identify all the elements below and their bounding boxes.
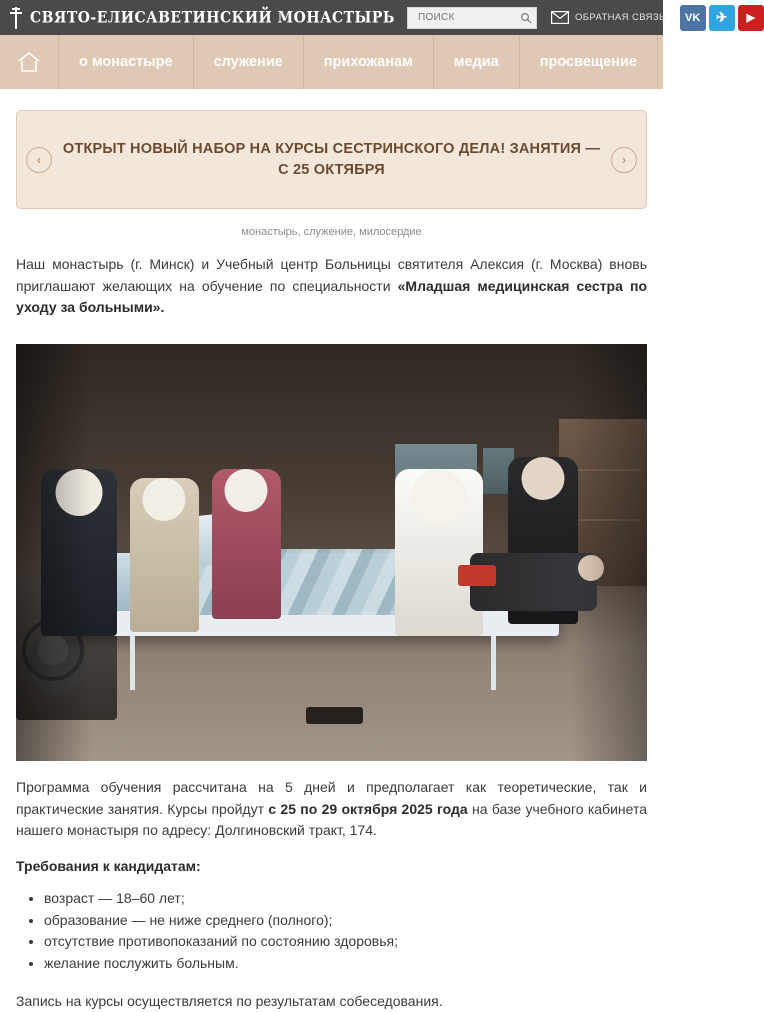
announcement-banner xyxy=(16,110,647,209)
photo-nurse-headscarf xyxy=(411,469,466,524)
program-text-end: на базе учебного кабинета нашего монастыря по адресу: Долгиновский тракт, 174. xyxy=(16,800,647,838)
program-dates: с 25 по 29 октября 2025 года xyxy=(268,800,468,817)
article-photo xyxy=(16,344,647,761)
feedback-link[interactable] xyxy=(551,11,666,24)
orthodox-cross-icon xyxy=(8,7,24,29)
list-item: • образование — не ниже среднего (полного); xyxy=(44,910,647,932)
youtube-icon[interactable]: ▶ xyxy=(738,5,764,31)
search-box[interactable] xyxy=(407,7,537,29)
nav-item-education[interactable]: просвещение xyxy=(519,35,657,89)
banner-title[interactable]: ОТКРЫТ НОВЫЙ НАБОР НА КУРСЫ СЕСТРИНСКОГО ДЕЛА! ЗАНЯТИЯ — С 25 ОКТЯБРЯ xyxy=(62,140,601,178)
main-navigation xyxy=(0,35,721,89)
vk-icon[interactable]: VK xyxy=(680,5,706,31)
banner-prev-button[interactable] xyxy=(26,147,52,173)
tag-separator-1: , xyxy=(297,226,301,239)
tag-mercy[interactable]: милосердие xyxy=(359,226,422,239)
photo-nurse xyxy=(395,469,483,636)
page-content xyxy=(0,110,663,1012)
photo-vignette-right xyxy=(571,344,647,761)
mail-icon xyxy=(551,11,569,24)
photo-person-3-headscarf xyxy=(225,469,268,512)
nav-item-service[interactable]: служение xyxy=(193,35,303,89)
program-text-start: Программа обучения рассчитана на 5 дней и предполагает как теоретические, так и практические занятия. Курсы пройдут xyxy=(16,779,647,817)
feedback-label: ОБРАТНАЯ СВЯЗЬ xyxy=(574,12,666,23)
banner-next-button[interactable] xyxy=(611,147,637,173)
chevron-left-icon: ‹ xyxy=(36,152,42,168)
nav-item-about[interactable]: о монастыре xyxy=(58,35,193,89)
article-closing-paragraph: Запись на курсы осуществляется по результатам собеседования. xyxy=(16,992,443,1009)
nav-item-parishioners[interactable]: прихожанам xyxy=(303,35,433,89)
telegram-icon[interactable]: ✈ xyxy=(709,5,735,31)
article-tags xyxy=(16,226,647,238)
photo-person-2 xyxy=(130,478,199,632)
photo-red-scarf xyxy=(458,565,496,586)
requirements-title: Требования к кандидатам: xyxy=(16,858,201,875)
chevron-right-icon: › xyxy=(621,152,627,168)
nav-home-button[interactable] xyxy=(0,35,58,89)
site-brand[interactable] xyxy=(8,7,395,29)
article-program-paragraph xyxy=(16,777,647,841)
social-links xyxy=(680,5,764,31)
intro-specialty: «Младшая медицинская сестра по уходу за больными». xyxy=(16,277,647,315)
requirements-list xyxy=(16,888,647,975)
article-intro-paragraph xyxy=(16,254,647,318)
intro-text: Наш монастырь (г. Минск) и Учебный центр Больницы святителя Алексия (г. Москва) вновь приглашают желающих на обучение по специальности xyxy=(16,256,647,294)
search-input[interactable] xyxy=(416,11,520,24)
photo-shoes xyxy=(306,707,363,724)
tag-separator-2: , xyxy=(353,226,357,239)
nav-item-obraz[interactable]: образ xyxy=(657,35,740,89)
list-item: • возраст — 18–60 лет; xyxy=(44,888,647,910)
nav-item-media[interactable]: медиа xyxy=(433,35,519,89)
list-item: • отсутствие противопоказаний по состоянию здоровья; xyxy=(44,931,647,953)
list-item: • желание послужить больным. xyxy=(44,953,647,975)
tag-monastery[interactable]: монастырь xyxy=(241,226,298,239)
photo-person-5-head xyxy=(521,457,564,500)
site-brand-label: СВЯТО-ЕЛИСАВЕТИНСКИЙ МОНАСТЫРЬ xyxy=(30,8,395,27)
photo-person-2-headscarf xyxy=(143,478,186,521)
top-bar xyxy=(0,0,755,35)
photo-person-3 xyxy=(212,469,281,619)
photo-vignette-left xyxy=(16,344,92,761)
photo-bed-legs xyxy=(130,636,496,690)
tag-service[interactable]: служение xyxy=(303,226,353,239)
home-icon xyxy=(17,51,41,73)
search-icon[interactable] xyxy=(520,12,532,24)
